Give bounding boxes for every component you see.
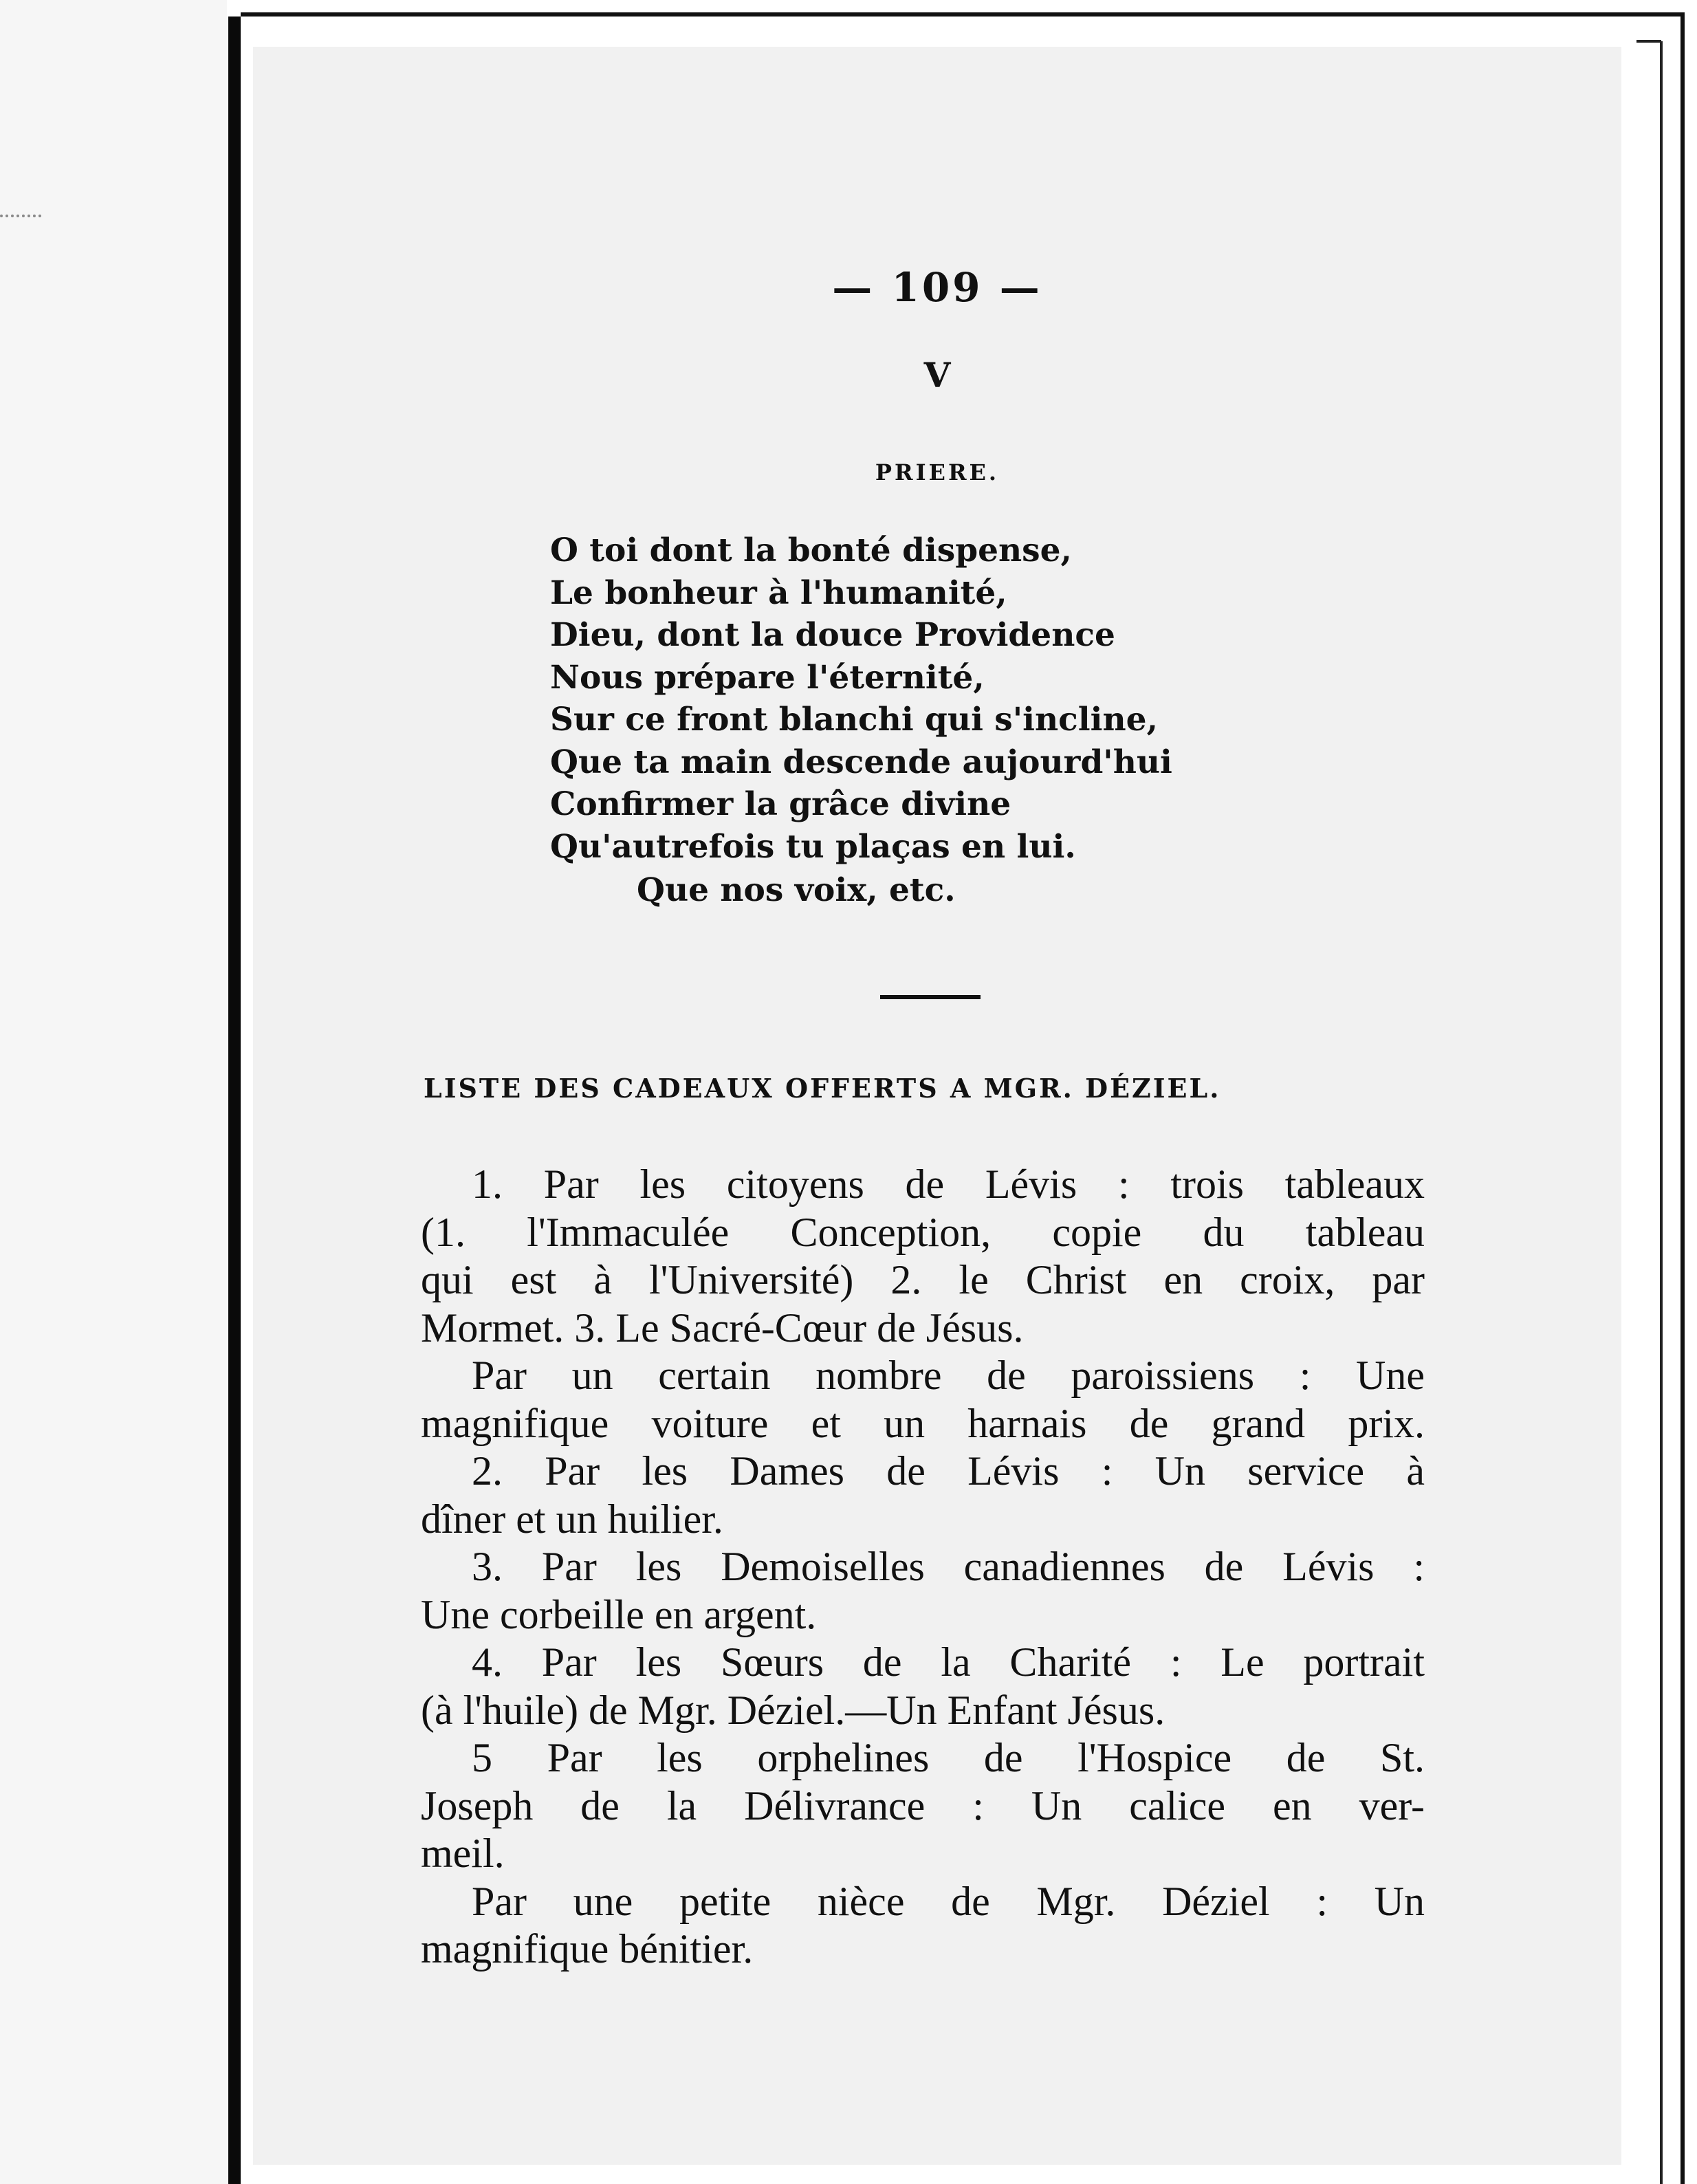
poem-line: Confirmer la grâce divine [550,785,1011,823]
gift-line: Joseph de la Délivrance : Un calice en ver- [421,1782,1425,1828]
page-content [253,47,1621,2165]
gift-line: qui est à l'Université) 2. le Christ en croix, par [421,1257,1425,1302]
poem-title: PRIERE. [875,459,1000,485]
gift-list-heading: LISTE DES CADEAUX OFFERTS A MGR. DÉZIEL. [424,1073,1221,1104]
gift-line: (1. l'Immaculée Conception, copie du tableau [421,1209,1425,1255]
poem-line: Qu'autrefois tu plaças en lui. [550,827,1076,866]
poem-refrain: Que nos voix, etc. [637,871,956,909]
poem-line: Dieu, dont la douce Providence [550,616,1115,654]
gift-line: 3. Par les Demoiselles canadiennes de Lévis : [472,1544,1425,1589]
gift-line: 1. Par les citoyens de Lévis : trois tableaux [472,1161,1425,1207]
gift-line: magnifique voiture et un harnais de grand prix. [421,1400,1425,1446]
gift-line: 2. Par les Dames de Lévis : Un service à [472,1448,1425,1494]
page-frame-top [241,12,1685,17]
binding-gutter [228,17,241,2184]
poem-line: Sur ce front blanchi qui s'incline, [550,701,1158,739]
gift-line: Par une petite nièce de Mgr. Déziel : Un [472,1878,1425,1924]
book-page [253,47,1621,2165]
page-frame-right [1680,12,1685,2184]
poem-line: Nous prépare l'éternité, [550,658,985,697]
poem-line: Que ta main descende aujourd'hui [550,743,1172,781]
gift-list [421,1161,1425,1974]
poem-line: O toi dont la bonté dispense, [550,532,1072,569]
facing-page-edge [0,0,227,2184]
poem-line: Le bonheur à l'humanité, [550,574,1007,612]
poem-stanza [550,529,1513,913]
gift-line: magnifique bénitier. [421,1926,754,1972]
gift-line: 4. Par les Sœurs de la Charité : Le portrait [472,1639,1425,1685]
section-divider [880,995,981,999]
section-numeral: V [923,355,951,395]
gift-line: meil. [421,1831,505,1876]
page-number: — 109 — [832,264,1042,311]
page-edge-corner [1636,40,1661,43]
facing-page-mark [0,215,41,223]
gift-line: dîner et un huilier. [421,1496,723,1542]
gift-line: Mormet. 3. Le Sacré-Cœur de Jésus. [421,1304,1024,1351]
gift-line: 5 Par les orphelines de l'Hospice de St. [472,1735,1425,1780]
page-edge-right [1660,41,1663,2184]
gift-line: Par un certain nombre de paroissiens : Une [472,1353,1425,1398]
gift-line: Une corbeille en argent. [421,1591,817,1637]
gift-line: (à l'huile) de Mgr. Déziel.—Un Enfant Jésus. [421,1687,1165,1733]
